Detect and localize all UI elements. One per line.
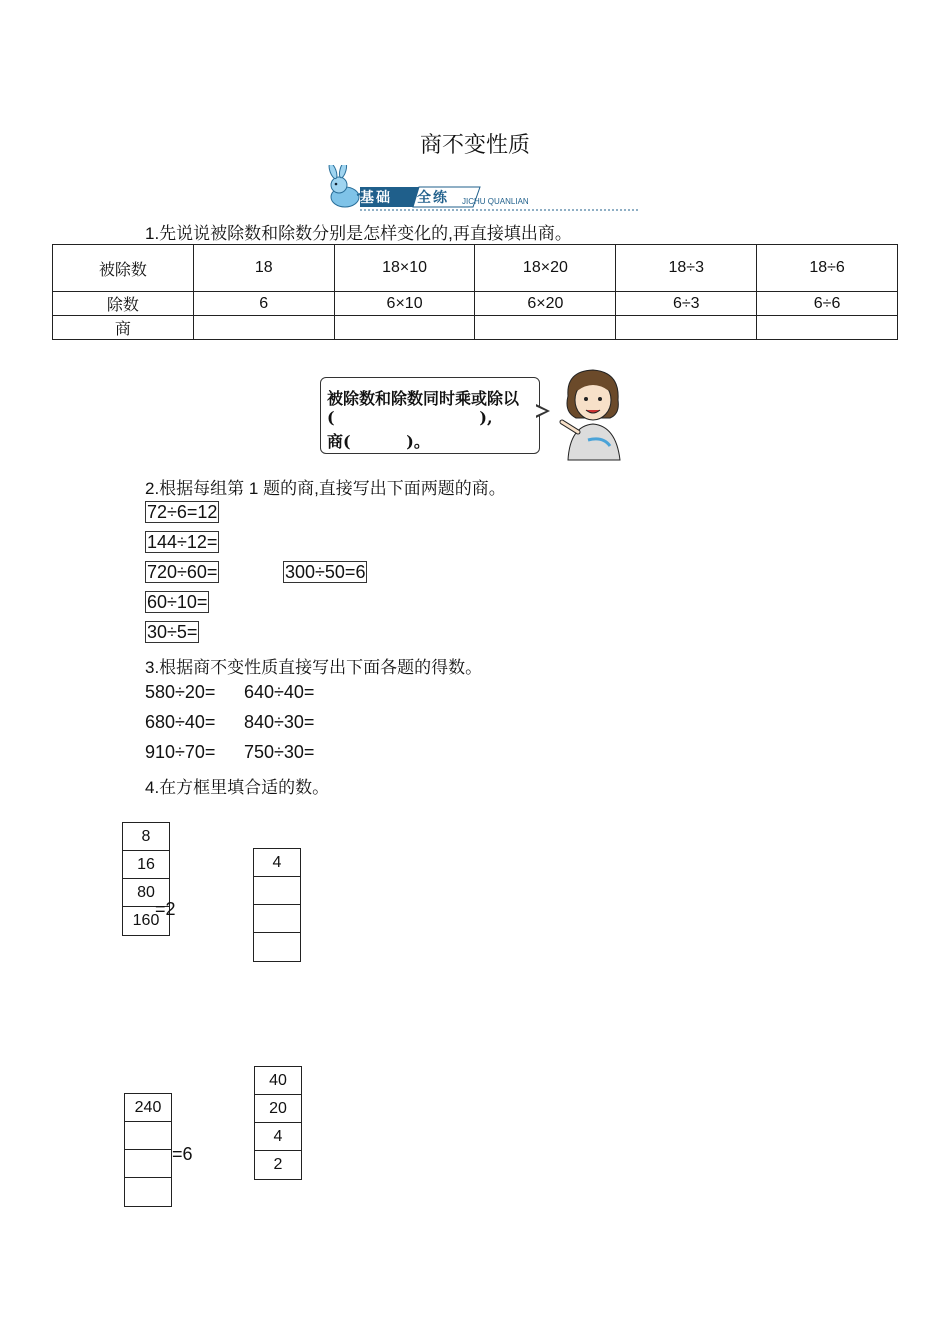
- stack-cell: 240: [125, 1094, 171, 1122]
- dividend-cell: 18×10: [334, 245, 475, 292]
- stack-cell: 16: [123, 851, 169, 879]
- q3-equation[interactable]: 680÷40=: [145, 712, 216, 732]
- q2-equation-6: [283, 562, 367, 583]
- stack-answer-cell[interactable]: [254, 905, 300, 933]
- dividend-cell: 18: [193, 245, 334, 292]
- quotient-answer-cell[interactable]: [616, 316, 757, 340]
- stack-cell: 4: [254, 849, 300, 877]
- q2-equation-1: [145, 502, 219, 523]
- stack-answer-cell[interactable]: [254, 877, 300, 905]
- q2-equation-text[interactable]: 30÷5=: [147, 622, 198, 642]
- q3-prompt: 3.根据商不变性质直接写出下面各题的得数。: [145, 658, 483, 677]
- quotient-answer-cell[interactable]: [193, 316, 334, 340]
- stack-answer-cell[interactable]: [125, 1122, 171, 1150]
- banner-cn-label-2: 全练: [417, 190, 449, 206]
- row-label: 商: [53, 316, 194, 340]
- q2-equation-3: [145, 562, 219, 583]
- q2-equation-text: 300÷50=6: [285, 562, 366, 582]
- row-label: 除数: [53, 292, 194, 316]
- q4-group2-right-stack: [254, 1066, 302, 1180]
- stack-answer-cell[interactable]: [125, 1178, 171, 1206]
- banner-en-label: JICHU QUANLIAN: [462, 197, 529, 206]
- table-row-quotient: [53, 316, 898, 340]
- stack-cell: 8: [123, 823, 169, 851]
- stack-cell: 20: [255, 1095, 301, 1123]
- q3-equation[interactable]: 750÷30=: [244, 742, 315, 762]
- q4-group2-left-stack: [124, 1093, 172, 1207]
- dividend-cell: 18×20: [475, 245, 616, 292]
- q3-equation[interactable]: 580÷20=: [145, 682, 216, 702]
- banner-cn-text-a: 基础: [360, 190, 392, 206]
- q2-equation-4: [145, 592, 209, 613]
- q3-equation[interactable]: 640÷40=: [244, 682, 315, 702]
- quotient-answer-cell[interactable]: [757, 316, 898, 340]
- bubble-line-1: 被除数和除数同时乘或除以: [327, 389, 520, 408]
- speech-bubble: [320, 377, 540, 454]
- stack-answer-cell[interactable]: [254, 933, 300, 961]
- dividend-cell: 18÷6: [757, 245, 898, 292]
- quotient-answer-cell[interactable]: [334, 316, 475, 340]
- stack-cell: 40: [255, 1067, 301, 1095]
- dividend-cell: 18÷3: [616, 245, 757, 292]
- banner-graphic: [305, 165, 645, 215]
- stack-cell: 160: [132, 912, 160, 929]
- divisor-cell: 6÷3: [616, 292, 757, 316]
- q4-group1-eq: =2: [155, 899, 176, 919]
- q2-equation-2: [145, 532, 219, 553]
- q2-equation-text[interactable]: 720÷60=: [147, 562, 218, 582]
- girl-illustration-icon: [548, 366, 633, 461]
- q2-equation-text[interactable]: 144÷12=: [147, 532, 218, 552]
- q1-table: [52, 244, 898, 340]
- table-row-dividend: [53, 245, 898, 292]
- page-title: 商不变性质: [419, 132, 530, 157]
- table-row-divisor: [53, 292, 898, 316]
- stack-answer-cell[interactable]: [125, 1150, 171, 1178]
- q3-equation[interactable]: 910÷70=: [145, 742, 216, 762]
- row-label: 被除数: [53, 245, 194, 292]
- q3-equation[interactable]: 840÷30=: [244, 712, 315, 732]
- q4-group2-eq: =6: [172, 1144, 193, 1164]
- stack-cell: 2: [273, 1156, 283, 1173]
- divisor-cell: 6÷6: [757, 292, 898, 316]
- q2-equation-text[interactable]: 60÷10=: [147, 592, 208, 612]
- q1-prompt: 1.先说说被除数和除数分别是怎样变化的,再直接填出商。: [145, 224, 572, 243]
- bubble-tail-inner: [535, 406, 546, 416]
- q2-equation-text: 72÷6=12: [147, 502, 218, 522]
- q4-group1-right-stack: [253, 848, 301, 962]
- banner-cn-label: [360, 187, 392, 207]
- q2-equation-5: [145, 622, 199, 643]
- bubble-line-2: ( ),: [327, 408, 493, 427]
- bubble-line-3: 商( )。: [327, 432, 430, 451]
- q4-prompt: 4.在方框里填合适的数。: [145, 778, 330, 797]
- divisor-cell: 6×10: [334, 292, 475, 316]
- stack-cell: 4: [255, 1123, 301, 1151]
- divisor-cell: 6: [193, 292, 334, 316]
- q2-prompt: 2.根据每组第 1 题的商,直接写出下面两题的商。: [145, 479, 506, 498]
- stack-cell: 80: [123, 879, 169, 907]
- divisor-cell: 6×20: [475, 292, 616, 316]
- quotient-answer-cell[interactable]: [475, 316, 616, 340]
